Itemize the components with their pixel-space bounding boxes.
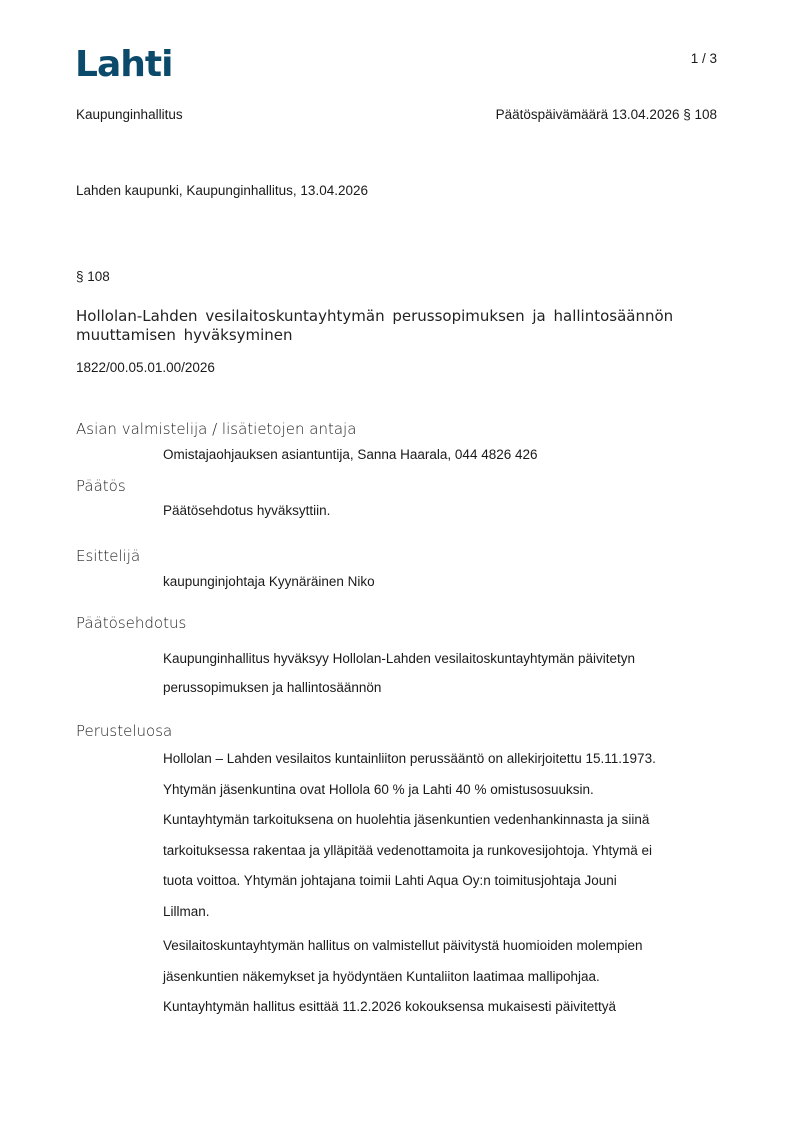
rationale-line: Kuntayhtymän hallitus esittää 11.2.2026 kokouksensa mukaisesti päivitettyä xyxy=(163,999,617,1014)
rationale-paragraph-1 xyxy=(163,744,723,927)
lahti-logo: Lahti xyxy=(75,44,173,85)
proposal-line2: perussopimuksen ja hallintosäännön xyxy=(163,680,382,695)
page-number: 1 / 3 xyxy=(690,51,717,66)
rationale-line: Vesilaitoskuntayhtymän hallitus on valmistellut päivitystä huomioiden molempien xyxy=(163,938,643,953)
rationale-line: Hollolan – Lahden vesilaitos kuntainliiton perussääntö on allekirjoitettu 15.11.1973. xyxy=(163,751,656,766)
proposal-line1: Kaupunginhallitus hyväksyy Hollolan-Lahden vesilaitoskuntayhtymän päivitetyn xyxy=(163,651,636,666)
section-title-line2: muuttamisen hyväksyminen xyxy=(76,326,293,344)
rationale-heading: Perusteluosa xyxy=(76,722,173,740)
rationale-line: tuota voittoa. Yhtymän johtajana toimii Lahti Aqua Oy:n toimitusjohtaja Jouni xyxy=(163,873,617,888)
proposal-heading: Päätösehdotus xyxy=(76,614,187,632)
rationale-line: Yhtymän jäsenkuntina ovat Hollola 60 % ja Lahti 40 % omistusosuuksin. xyxy=(163,781,594,797)
rationale-paragraph-2 xyxy=(163,931,723,1023)
section-title xyxy=(76,307,673,345)
decision-heading: Päätös xyxy=(76,477,126,495)
preparer-value: Omistajaohjauksen asiantuntija, Sanna Haarala, 044 4826 426 xyxy=(163,447,538,462)
section-number: § 108 xyxy=(76,269,110,284)
rationale-line: Lillman. xyxy=(163,903,210,919)
rationale-line: jäsenkuntien näkemykset ja hyödyntäen Kuntaliiton laatimaa mallipohjaa. xyxy=(163,968,600,984)
presenter-value: kaupunginjohtaja Kyynäräinen Niko xyxy=(163,574,375,589)
rationale-line: Kuntayhtymän tarkoituksena on huolehtia jäsenkuntien vedenhankinnasta ja siinä xyxy=(163,812,650,827)
body-name: Kaupunginhallitus xyxy=(76,107,183,122)
section-title-line1: Hollolan-Lahden vesilaitoskuntayhtymän perussopimuksen ja hallintosäännön xyxy=(76,307,674,325)
decision-value: Päätösehdotus hyväksyttiin. xyxy=(163,503,331,518)
rationale-line: tarkoituksessa rakentaa ja ylläpitää vedenottamoita ja runkovesijohtoja. Yhtymä ei xyxy=(163,842,653,858)
record-id: 1822/00.05.01.00/2026 xyxy=(76,360,215,375)
preparer-heading: Asian valmistelija / lisätietojen antaja xyxy=(76,420,357,438)
presenter-heading: Esittelijä xyxy=(76,547,141,565)
decision-date: Päätöspäivämäärä 13.04.2026 § 108 xyxy=(495,107,717,122)
meeting-line: Lahden kaupunki, Kaupunginhallitus, 13.04.2026 xyxy=(76,183,368,198)
